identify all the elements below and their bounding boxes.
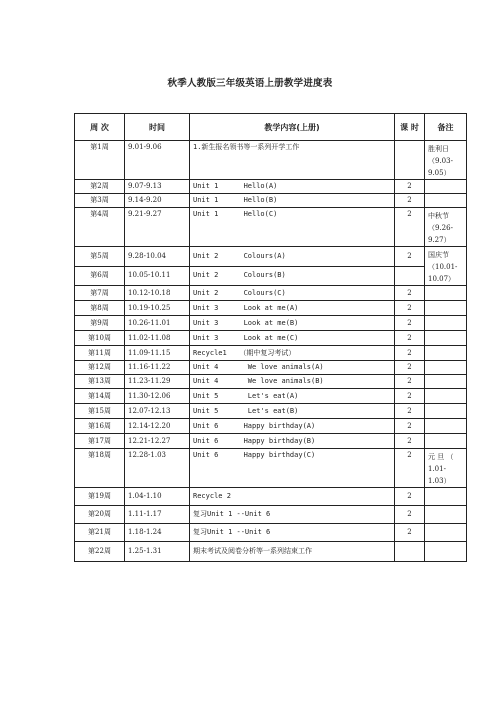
content-cell: Unit 2 Colours(C) — [190, 286, 395, 301]
table-row — [75, 449, 467, 488]
hours-cell: 2 — [395, 194, 425, 208]
hours-cell: 2 — [395, 375, 425, 389]
week-cell: 第8周 — [75, 301, 125, 316]
content-cell: 期末考试及阅卷分析等一系列结束工作 — [190, 542, 395, 562]
content-cell: 复习Unit 1 --Unit 6 — [190, 524, 395, 542]
hours-cell: 2 — [395, 331, 425, 346]
time-cell: 1.18-1.24 — [125, 524, 190, 542]
table-row — [75, 301, 467, 316]
content-cell: Recycle 2 — [190, 488, 395, 506]
notes-cell: 中秋节（9.26-9.27） — [425, 208, 467, 247]
time-cell: 9.14-9.20 — [125, 194, 190, 208]
week-cell: 第1周 — [75, 141, 125, 180]
hours-cell: 2 — [395, 361, 425, 375]
week-cell: 第10周 — [75, 331, 125, 346]
content-cell: Unit 4 We love animals(B) — [190, 375, 395, 389]
content-cell: Unit 4 We love animals(A) — [190, 361, 395, 375]
notes-cell — [425, 331, 467, 346]
week-cell: 第20周 — [75, 506, 125, 524]
table-row — [75, 524, 467, 542]
time-cell: 10.05-10.11 — [125, 266, 190, 286]
time-cell: 11.30-12.06 — [125, 389, 190, 404]
time-cell: 10.19-10.25 — [125, 301, 190, 316]
content-cell: Unit 5 Let's eat(A) — [190, 389, 395, 404]
table-row — [75, 404, 467, 419]
table-row — [75, 488, 467, 506]
time-cell: 12.21-12.27 — [125, 434, 190, 449]
time-cell: 11.09-11.15 — [125, 346, 190, 361]
hours-cell: 2 — [395, 301, 425, 316]
time-cell: 12.07-12.13 — [125, 404, 190, 419]
hours-cell — [395, 542, 425, 562]
time-cell: 12.14-12.20 — [125, 419, 190, 434]
time-cell: 1.11-1.17 — [125, 506, 190, 524]
table-row — [75, 434, 467, 449]
table-row — [75, 247, 467, 267]
week-cell: 第2周 — [75, 180, 125, 194]
week-cell: 第7周 — [75, 286, 125, 301]
time-cell: 9.01-9.06 — [125, 141, 190, 180]
hours-cell: 2 — [395, 419, 425, 434]
hours-cell — [395, 141, 425, 180]
week-cell: 第9周 — [75, 316, 125, 331]
header-row — [75, 114, 467, 141]
time-cell: 9.07-9.13 — [125, 180, 190, 194]
table-row — [75, 331, 467, 346]
notes-cell — [425, 404, 467, 419]
week-cell: 第18周 — [75, 449, 125, 488]
content-cell: Unit 6 Happy birthday(A) — [190, 419, 395, 434]
hours-cell: 2 — [395, 434, 425, 449]
content-cell: Unit 3 Look at me(C) — [190, 331, 395, 346]
notes-cell — [425, 389, 467, 404]
time-cell: 12.28-1.03 — [125, 449, 190, 488]
table-row — [75, 389, 467, 404]
notes-cell: 胜利日（9.03-9.05） — [425, 141, 467, 180]
notes-cell: 元 旦 （ 1.01-1.03） — [425, 449, 467, 488]
content-cell: Unit 1 Hello(A) — [190, 180, 395, 194]
content-cell: 1.新生报名领书等一系列开学工作 — [190, 141, 395, 180]
content-cell: Unit 6 Happy birthday(B) — [190, 434, 395, 449]
week-cell: 第4周 — [75, 208, 125, 247]
table-row — [75, 208, 467, 247]
table-row — [75, 141, 467, 180]
time-cell: 11.23-11.29 — [125, 375, 190, 389]
header-notes: 备注 — [425, 114, 467, 141]
week-cell: 第5周 — [75, 247, 125, 267]
table-row — [75, 266, 467, 286]
hours-cell: 2 — [395, 316, 425, 331]
week-cell: 第22周 — [75, 542, 125, 562]
table-row — [75, 361, 467, 375]
page-title: 秋季人教版三年级英语上册教学进度表 — [167, 78, 333, 89]
notes-cell — [425, 542, 467, 562]
table-row — [75, 346, 467, 361]
table-row — [75, 286, 467, 301]
week-cell: 第19周 — [75, 488, 125, 506]
content-cell: Unit 6 Happy birthday(C) — [190, 449, 395, 488]
notes-cell: 国庆节（10.01-10.07） — [425, 247, 467, 286]
schedule-body — [75, 141, 467, 562]
hours-cell: 2 — [395, 208, 425, 247]
notes-cell — [425, 180, 467, 194]
content-cell: Unit 1 Hello(C) — [190, 208, 395, 247]
time-cell: 10.26-11.01 — [125, 316, 190, 331]
week-cell: 第14周 — [75, 389, 125, 404]
notes-cell — [425, 316, 467, 331]
content-cell: Unit 3 Look at me(A) — [190, 301, 395, 316]
hours-cell: 2 — [395, 449, 425, 488]
table-row — [75, 316, 467, 331]
time-cell: 10.12-10.18 — [125, 286, 190, 301]
notes-cell — [425, 506, 467, 524]
notes-cell — [425, 346, 467, 361]
header-hours: 课 时 — [395, 114, 425, 141]
content-cell: Unit 2 Colours(B) — [190, 266, 395, 286]
notes-cell — [425, 524, 467, 542]
notes-cell — [425, 488, 467, 506]
notes-cell — [425, 434, 467, 449]
week-cell: 第13周 — [75, 375, 125, 389]
table-row — [75, 375, 467, 389]
week-cell: 第16周 — [75, 419, 125, 434]
content-cell: Unit 3 Look at me(B) — [190, 316, 395, 331]
time-cell: 11.02-11.08 — [125, 331, 190, 346]
time-cell: 9.21-9.27 — [125, 208, 190, 247]
hours-cell: 2 — [395, 488, 425, 506]
table-row — [75, 506, 467, 524]
week-cell: 第17周 — [75, 434, 125, 449]
week-cell: 第3周 — [75, 194, 125, 208]
content-cell: Unit 1 Hello(B) — [190, 194, 395, 208]
table-row — [75, 419, 467, 434]
hours-cell — [395, 266, 425, 286]
header-week: 周 次 — [75, 114, 125, 141]
content-cell: 复习Unit 1 --Unit 6 — [190, 506, 395, 524]
time-cell: 11.16-11.22 — [125, 361, 190, 375]
notes-cell — [425, 361, 467, 375]
content-cell: Unit 5 Let's eat(B) — [190, 404, 395, 419]
content-cell: Unit 2 Colours(A) — [190, 247, 395, 267]
notes-cell — [425, 286, 467, 301]
table-row — [75, 542, 467, 562]
notes-cell — [425, 301, 467, 316]
hours-cell: 2 — [395, 346, 425, 361]
header-content: 教学内容(上册) — [190, 114, 395, 141]
week-cell: 第15周 — [75, 404, 125, 419]
time-cell: 1.25-1.31 — [125, 542, 190, 562]
week-cell: 第11周 — [75, 346, 125, 361]
content-cell: Recycle1 （期中复习考试） — [190, 346, 395, 361]
hours-cell: 2 — [395, 389, 425, 404]
hours-cell: 2 — [395, 180, 425, 194]
hours-cell: 2 — [395, 524, 425, 542]
notes-cell — [425, 194, 467, 208]
week-cell: 第21周 — [75, 524, 125, 542]
notes-cell — [425, 375, 467, 389]
week-cell: 第6周 — [75, 266, 125, 286]
schedule-table — [74, 113, 467, 562]
hours-cell: 2 — [395, 247, 425, 267]
hours-cell: 2 — [395, 286, 425, 301]
hours-cell: 2 — [395, 506, 425, 524]
table-row — [75, 194, 467, 208]
time-cell: 1.04-1.10 — [125, 488, 190, 506]
table-row — [75, 180, 467, 194]
week-cell: 第12周 — [75, 361, 125, 375]
header-time: 时间 — [125, 114, 190, 141]
notes-cell — [425, 419, 467, 434]
hours-cell: 2 — [395, 404, 425, 419]
time-cell: 9.28-10.04 — [125, 247, 190, 267]
